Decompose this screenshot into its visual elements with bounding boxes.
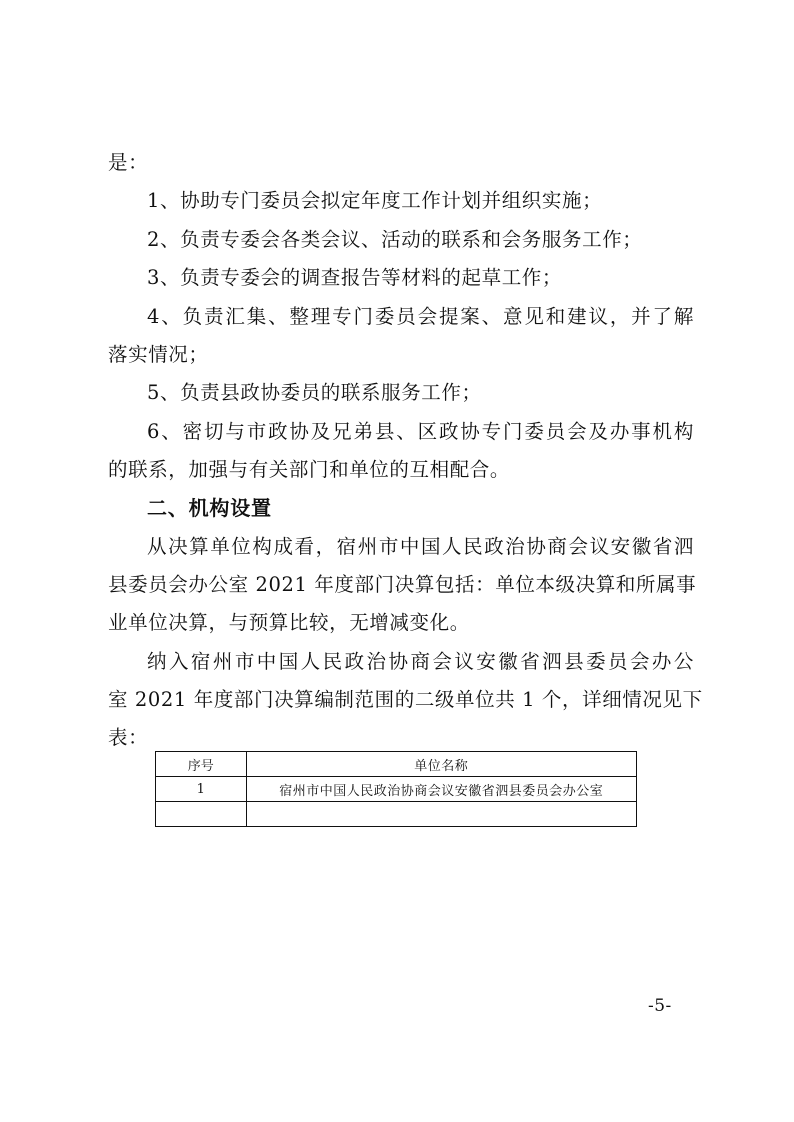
header-serial-number: 序号 [156,752,247,777]
duty-item-6-line-1: 6、密切与市政协及兄弟县、区政协专门委员会及办事机构 [147,420,694,443]
duty-item-6-line-2: 的联系，加强与有关部门和单位的互相配合。 [108,458,511,481]
header-unit-name: 单位名称 [246,752,636,777]
cell-serial-number: 1 [156,777,247,802]
organization-paragraph-line-1: 从决算单位构成看，宿州市中国人民政治协商会议安徽省泗 [147,535,694,558]
cell-serial-number [156,802,247,827]
duty-item-3: 3、负责专委会的调查报告等材料的起草工作； [147,266,563,289]
scope-paragraph-line-3: 表： [108,726,149,749]
duty-item-4-line-1: 4、负责汇集、整理专门委员会提案、意见和建议，并了解 [147,305,694,328]
duty-item-4-line-2: 落实情况； [108,343,209,366]
table-header-row [156,752,637,777]
paragraph-continuation: 是： [108,151,149,174]
table-row [156,777,637,802]
page-number: -5- [648,996,672,1016]
organization-paragraph-line-3: 业单位决算，与预算比较，无增减变化。 [108,611,470,634]
duty-item-5: 5、负责县政协委员的联系服务工作； [147,381,482,404]
table-row [156,802,637,827]
organization-paragraph-line-2: 县委员会办公室 2021 年度部门决算包括：单位本级决算和所属事 [108,573,697,596]
duty-item-2: 2、负责专委会各类会议、活动的联系和会务服务工作； [147,228,643,251]
duty-item-1: 1、协助专门委员会拟定年度工作计划并组织实施； [147,189,603,212]
cell-unit-name [246,802,636,827]
cell-unit-name: 宿州市中国人民政治协商会议安徽省泗县委员会办公室 [246,777,636,802]
section-heading-organization: 二、机构设置 [147,496,272,520]
scope-paragraph-line-2: 室 2021 年度部门决算编制范围的二级单位共 1 个，详细情况见下 [108,688,703,711]
unit-table [155,751,637,827]
scope-paragraph-line-1: 纳入宿州市中国人民政治协商会议安徽省泗县委员会办公 [147,650,694,673]
